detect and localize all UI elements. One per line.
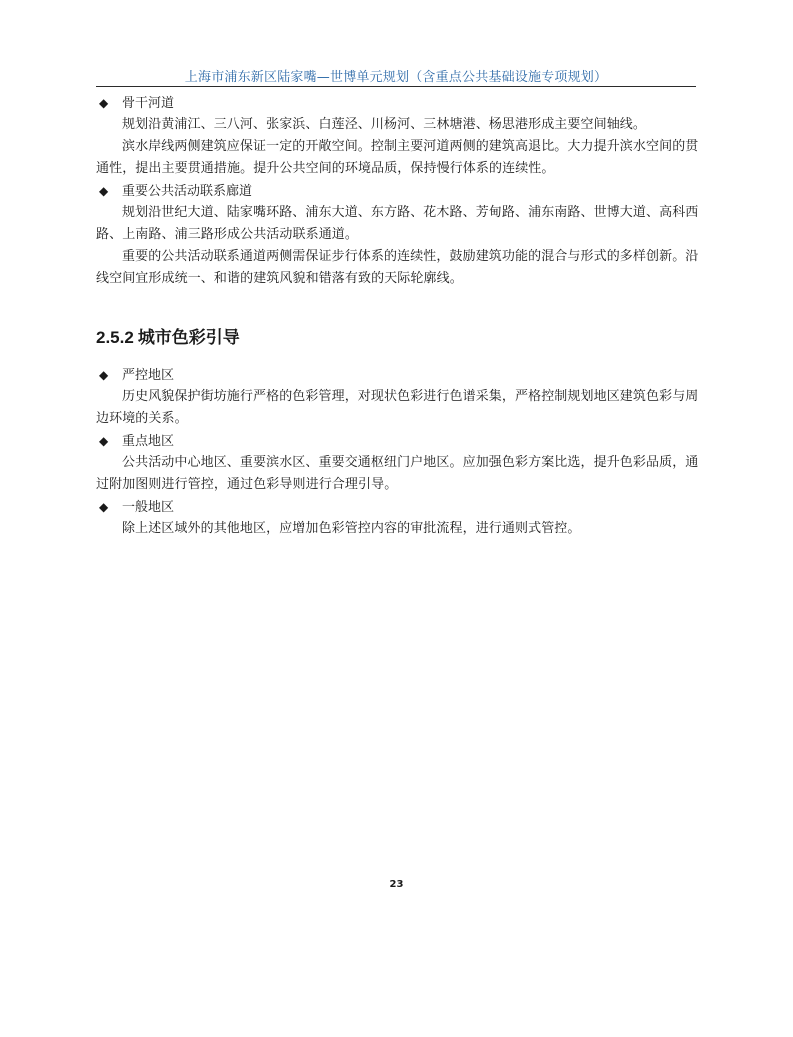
bullet-heading (96, 430, 704, 452)
bullet-label: 一般地区 (122, 500, 175, 515)
bullet-heading (96, 496, 704, 518)
diamond-bullet-icon: ◆ (99, 434, 109, 448)
running-header: 上海市浦东新区陆家嘴—世博单元规划（含重点公共基础设施专项规划） (184, 70, 608, 85)
diamond-bullet-icon: ◆ (99, 96, 109, 110)
paragraph: 历史风貌保护街坊施行严格的色彩管理，对现状色彩进行色谱采集，严格控制规划地区建筑色彩与周边环境的关系。 (96, 389, 699, 426)
paragraph: 公共活动中心地区、重要滨水区、重要交通枢纽门户地区。应加强色彩方案比选，提升色彩品质，通过附加图则进行管控，通过色彩导则进行合理引导。 (96, 455, 699, 492)
section-heading (96, 326, 704, 350)
bullet-heading (96, 92, 704, 114)
diamond-bullet-icon: ◆ (99, 368, 109, 382)
page-number: 23 (389, 879, 404, 890)
paragraph: 规划沿世纪大道、陆家嘴环路、浦东大道、东方路、花木路、芳甸路、浦东南路、世博大道、高科西路、上南路、浦三路形成公共活动联系通道。 (96, 205, 699, 242)
section-title: 城市色彩引导 (137, 328, 240, 347)
diamond-bullet-icon: ◆ (99, 500, 109, 514)
section-number: 2.5.2 (96, 328, 134, 347)
paragraph: 除上述区域外的其他地区，应增加色彩管控内容的审批流程，进行通则式管控。 (122, 521, 581, 536)
bullet-label: 严控地区 (122, 368, 175, 383)
page-content (96, 92, 704, 540)
paragraph: 重要的公共活动联系通道两侧需保证步行体系的连续性，鼓励建筑功能的混合与形式的多样创新。沿线空间宜形成统一、和谐的建筑风貌和错落有致的天际轮廓线。 (96, 249, 699, 286)
bullet-label: 骨干河道 (122, 96, 175, 111)
bullet-label: 重点地区 (122, 434, 175, 449)
diamond-bullet-icon: ◆ (99, 184, 109, 198)
paragraph: 规划沿黄浦江、三八河、张家浜、白莲泾、川杨河、三林塘港、杨思港形成主要空间轴线。 (122, 117, 647, 132)
paragraph: 滨水岸线两侧建筑应保证一定的开敞空间。控制主要河道两侧的建筑高退比。大力提升滨水空间的贯通性，提出主要贯通措施。提升公共空间的环境品质，保持慢行体系的连续性。 (96, 139, 699, 176)
bullet-heading (96, 180, 704, 202)
bullet-heading (96, 364, 704, 386)
bullet-label: 重要公共活动联系廊道 (122, 184, 253, 199)
header-rule (96, 86, 696, 87)
